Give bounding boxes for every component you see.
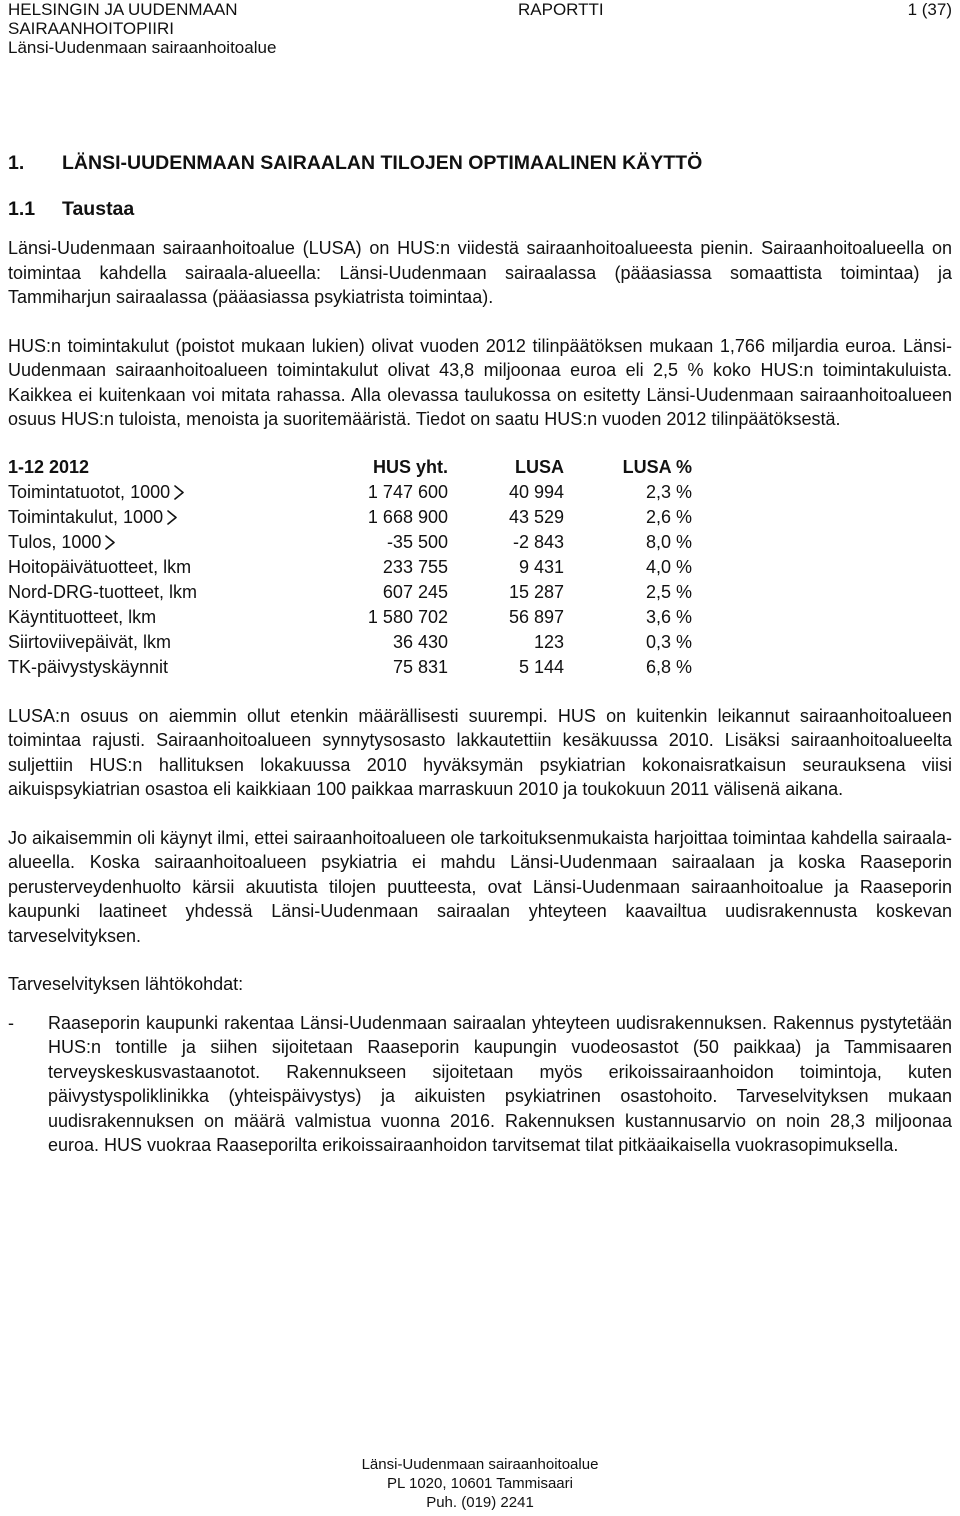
table-row (8, 480, 692, 505)
row-label (8, 580, 308, 605)
hus-value: 36 430 (392, 631, 448, 652)
lusa-value: 9 431 (518, 556, 564, 577)
section-number: 1. (8, 152, 25, 174)
row-label-text: Nord-DRG-tuotteet, lkm (8, 581, 198, 602)
lusa-value: 56 897 (508, 606, 564, 627)
lusa-value: 5 144 (518, 656, 564, 677)
row-label (8, 530, 308, 555)
lusa-percent-value: 0,3 % (645, 631, 692, 652)
statistics-table (8, 455, 692, 680)
row-label (8, 630, 308, 655)
table-row (8, 580, 692, 605)
lusa-value: 123 (533, 631, 564, 652)
subsection-heading (8, 196, 952, 222)
row-label (8, 480, 308, 505)
lusa-value: 43 529 (508, 506, 564, 527)
footer-organization: Länsi-Uudenmaan sairaanhoitoalue (361, 1456, 599, 1473)
list-marker: - (8, 1012, 14, 1033)
row-label-text: TK-päivystyskäynnit (8, 656, 169, 677)
doc-type: RAPORTTI (518, 0, 604, 19)
org-district: SAIRAANHOITOPIIRI (8, 19, 174, 38)
currency-glyph-icon (105, 535, 115, 550)
table-row (8, 505, 692, 530)
org-name: HELSINGIN JA UUDENMAAN (8, 0, 238, 19)
document-body (8, 150, 952, 1158)
row-label-text: Siirtoviivepäivät, lkm (8, 631, 172, 652)
table-header-row (8, 455, 692, 480)
row-label-text: Toimintakulut, 1000 (8, 506, 164, 527)
header-lusa: LUSA (515, 456, 564, 477)
section-title: LÄNSI-UUDENMAAN SAIRAALAN TILOJEN OPTIMAALINEN KÄYTTÖ (62, 152, 703, 174)
row-label-text: Hoitopäivätuotteet, lkm (8, 556, 192, 577)
row-label (8, 555, 308, 580)
footer-phone: Puh. (019) 2241 (426, 1494, 534, 1511)
row-label-text: Tulos, 1000 (8, 531, 102, 552)
lusa-percent-value: 4,0 % (645, 556, 692, 577)
table-row (8, 530, 692, 555)
lusa-value: 15 287 (508, 581, 564, 602)
page-header (8, 0, 952, 57)
header-lusa-percent: LUSA % (622, 456, 692, 477)
paragraph-background: Jo aikaisemmin oli käynyt ilmi, ettei sairaanhoitoalueen ole tarkoituksenmukaista harjoittaa toimintaa kahdella sairaala-alueella. Koska sairaanhoitoalueen psykiatria ei mahdu Länsi-Uudenmaan sairaalaan ja koska Raaseporin perusterveydenhuolto kärsii akuutista tilojen puutteesta, ovat Länsi-Uudenmaan sairaanhoitoalue ja Raaseporin kaupunki laatineet yhdessä Länsi-Uudenmaan sairaalan yhteyteen kaavailtua uudisrakennusta koskevan tarveselvityksen. (8, 827, 952, 946)
page-number: 1 (37) (907, 0, 952, 19)
subsection-title: Taustaa (62, 198, 135, 220)
row-label-text: Käyntituotteet, lkm (8, 606, 157, 627)
list-item (8, 1011, 952, 1158)
row-label (8, 605, 308, 630)
currency-glyph-icon (174, 485, 184, 500)
table-row (8, 630, 692, 655)
header-hus-total: HUS yht. (372, 456, 448, 477)
hus-value: 75 831 (392, 656, 448, 677)
hus-value: 1 747 600 (367, 481, 448, 502)
table-row (8, 605, 692, 630)
currency-glyph-icon (167, 510, 177, 525)
hus-value: 607 245 (382, 581, 448, 602)
hus-value: 1 668 900 (367, 506, 448, 527)
table-row (8, 555, 692, 580)
header-period: 1-12 2012 (8, 456, 90, 477)
lusa-value: 40 994 (508, 481, 564, 502)
lusa-percent-value: 6,8 % (645, 656, 692, 677)
lusa-percent-value: 8,0 % (645, 531, 692, 552)
paragraph-costs: HUS:n toimintakulut (poistot mukaan lukien) olivat vuoden 2012 tilinpäätöksen mukaan 1,766 miljardia euroa. Länsi-Uudenmaan sairaanhoitoalueen toimintakulut olivat 43,8 miljoonaa euroa eli 2,5 % koko HUS:n toimintakuluista. Kaikkea ei kuitenkaan voi mitata rahassa. Alla olevassa taulukossa on esitetty Länsi-Uudenmaan sairaanhoitoalueen osuus HUS:n tuloista, menoista ja suoritemääristä. Tiedot on saatu HUS:n vuoden 2012 tilinpäätöksestä. (8, 335, 952, 429)
lusa-percent-value: 2,5 % (645, 581, 692, 602)
page-footer (0, 1455, 960, 1512)
row-label (8, 505, 308, 530)
org-area: Länsi-Uudenmaan sairaanhoitoalue (8, 38, 277, 57)
table-row (8, 655, 692, 680)
paragraph-list-intro: Tarveselvityksen lähtökohdat: (8, 974, 244, 994)
lusa-percent-value: 2,3 % (645, 481, 692, 502)
footer-address: PL 1020, 10601 Tammisaari (387, 1475, 573, 1492)
lusa-percent-value: 2,6 % (645, 506, 692, 527)
section-heading (8, 150, 952, 176)
hus-value: 233 755 (382, 556, 448, 577)
hus-value: -35 500 (386, 531, 448, 552)
lusa-value: -2 843 (512, 531, 564, 552)
paragraph-intro: Länsi-Uudenmaan sairaanhoitoalue (LUSA) on HUS:n viidestä sairaanhoitoalueesta pienin. Sairaanhoitoalueella on toimintaa kahdella sairaala-alueella: Länsi-Uudenmaan sairaalassa (pääasiassa somaattista toimintaa) ja Tammiharjun sairaalassa (pääasiassa psykiatrista toimintaa). (8, 238, 952, 307)
list-item-text: Raaseporin kaupunki rakentaa Länsi-Uudenmaan sairaalan yhteyteen uudisrakennuksen. Rakennus pystytetään HUS:n tontille ja siihen sijoitetaan Raaseporin kaupungin vuodeosastot (50 paikkaa) ja Tammisaaren terveyskeskusvastaanotot. Rakennukseen sijoitetaan myös erikoissairaanhoidon toimintoja, kuten päivystyspoliklinikka (yhteispäivystys) ja aikuisten psykiatrinen osastohoito. Tarveselvityksen mukaan uudisrakennuksen on määrä valmistua vuonna 2016. Rakennuksen kustannusarvio on noin 28,3 miljoonaa euroa. HUS vuokraa Raaseporilta erikoissairaanhoidon tarvitsemat tilat pitkäaikaisella vuokrasopimuksella. (48, 1012, 952, 1155)
paragraph-history: LUSA:n osuus on aiemmin ollut etenkin määrällisesti suurempi. HUS on kuitenkin leikannut sairaanhoitoalueen toimintaa rajusti. Sairaanhoitoalueen synnytysosasto lakkautettiin kesäkuussa 2010. Lisäksi sairaanhoitoalueelta suljettiin HUS:n hallituksen lokakuussa 2010 hyväksymän psykiatrian kokonaisratkaisun seurauksena viisi aikuispsykiatrian osastoa eli kaikkiaan 100 paikkaa marraskuun 2010 ja toukokuun 2011 välisenä aikana. (8, 705, 952, 799)
subsection-number: 1.1 (8, 198, 36, 220)
lusa-percent-value: 3,6 % (645, 606, 692, 627)
hus-value: 1 580 702 (367, 606, 448, 627)
row-label-text: Toimintatuotot, 1000 (8, 481, 171, 502)
row-label (8, 655, 308, 680)
